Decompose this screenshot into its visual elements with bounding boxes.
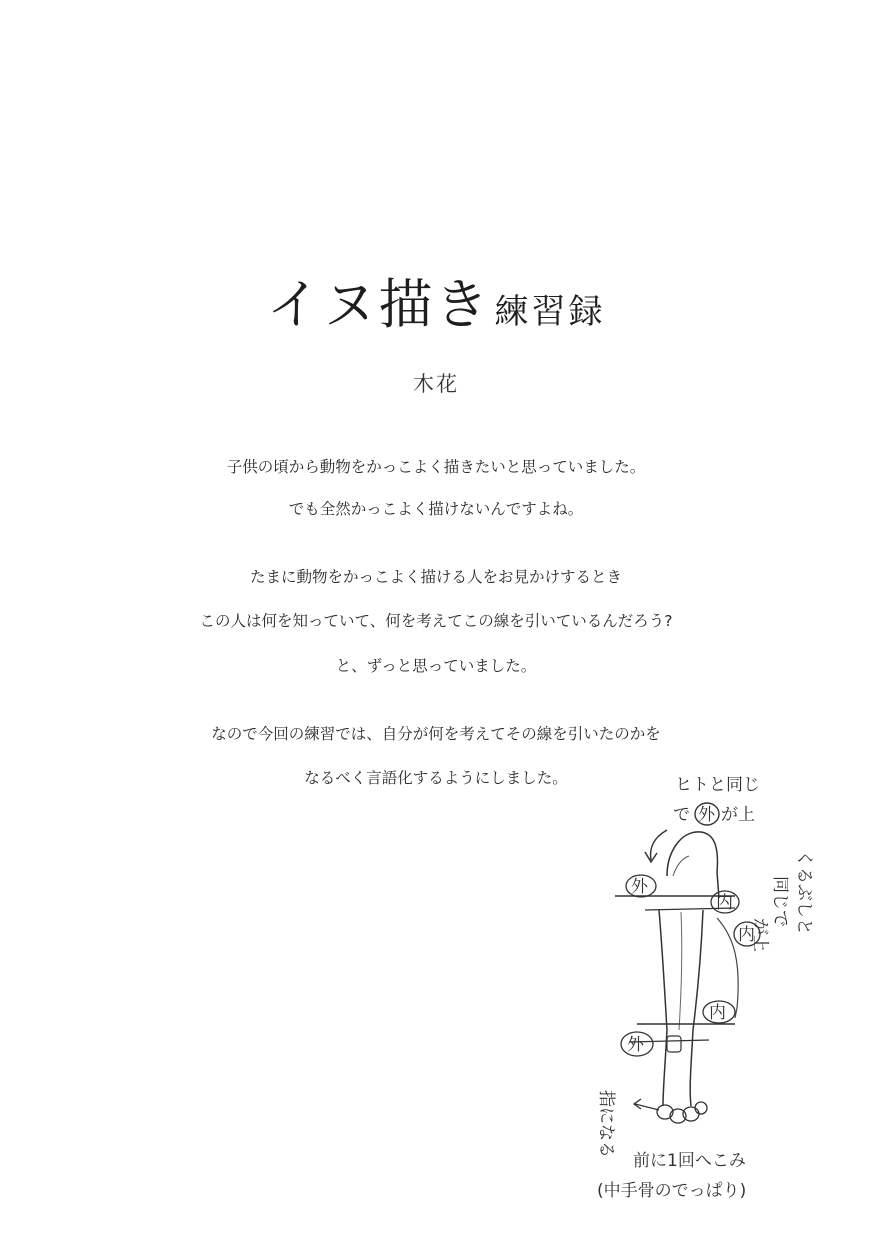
leg-outline-left	[659, 910, 667, 1030]
paw-outline-right	[690, 1030, 693, 1106]
author-name: 木花	[413, 372, 459, 396]
intro-line: なので今回の練習では、自分が何を考えてその線を引いたのかを	[211, 725, 661, 743]
svg-text:が上: が上	[750, 918, 770, 952]
sketch-note-left: 指になる	[596, 1090, 616, 1158]
page-title: イヌ描き	[266, 273, 491, 336]
arrow-curve	[651, 830, 667, 860]
intro-line: たまに動物をかっこよく描ける人をお見かけするとき	[249, 568, 622, 586]
dog-foreleg-sketch	[585, 768, 830, 1208]
sketch-note-bottom-2: (中手骨のでっぱり)	[597, 1181, 747, 1201]
label-right-circled: 内	[738, 925, 755, 945]
svg-text:くるぶしと: くるぶしと	[794, 850, 814, 935]
elbow-detail	[673, 856, 689, 876]
page-subtitle: 練習録	[494, 292, 606, 332]
leg-outline-right	[693, 910, 703, 1030]
label-lower-left: 外	[627, 1035, 644, 1055]
sketch-note-bottom-1: 前に1回へこみ	[633, 1151, 746, 1171]
label-lower-right: 内	[709, 1003, 726, 1023]
intro-line: 子供の頃から動物をかっこよく描きたいと思っていました。	[226, 458, 646, 476]
paw-toes	[657, 1102, 707, 1123]
sketch-note-top-2: で	[673, 805, 690, 825]
sketch-note-top-circled: 外	[698, 805, 715, 825]
title-block	[0, 262, 872, 339]
sketch-note-top-3: が上	[721, 805, 755, 825]
intro-line: この人は何を知っていて、何を考えてこの線を引いているんだろう?	[199, 612, 673, 630]
leg-center-line	[679, 912, 682, 1030]
elbow-outline	[667, 832, 719, 898]
sketch-note-top-1: ヒトと同じ	[675, 775, 760, 795]
intro-line: なるべく言語化するようにしました。	[304, 769, 568, 787]
label-upper-left: 外	[631, 877, 648, 897]
intro-line: でも全然かっこよく描けないんですよね。	[288, 500, 584, 518]
svg-text:同じで: 同じで	[770, 876, 790, 927]
intro-line: と、ずっと思っていました。	[335, 657, 537, 675]
carpal-pad	[667, 1036, 681, 1052]
label-upper-right: 内	[716, 893, 733, 913]
